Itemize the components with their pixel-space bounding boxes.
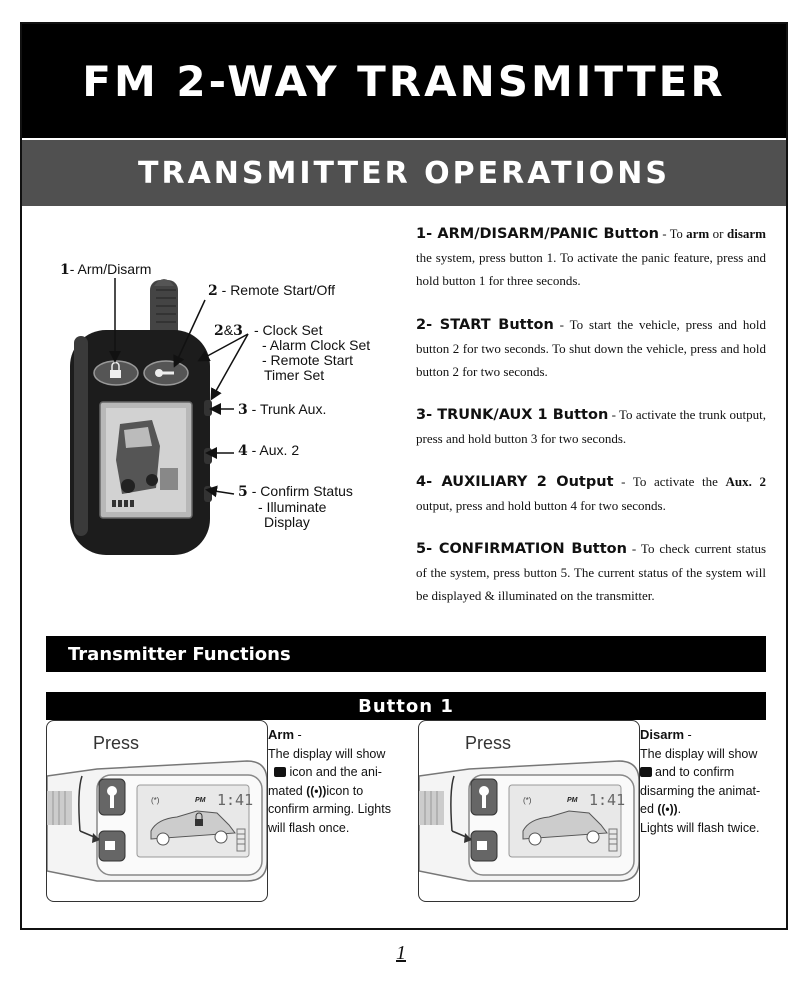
lock-icon bbox=[274, 767, 286, 777]
svg-text:PM: PM bbox=[567, 797, 578, 804]
animated-signal-icon: ((•)) bbox=[657, 802, 678, 816]
desc-button-4: 4- AUXILIARY 2 Output - To activate the Aux. 2 output, press and hold button 4 for two seconds. bbox=[416, 474, 766, 513]
svg-text:1:41: 1:41 bbox=[217, 791, 254, 809]
desc-button-1: 1- ARM/DISARM/PANIC Button - To arm or disarm the system, press button 1. To activate the panic feature, press and hold button 1 for three seconds. bbox=[416, 226, 767, 288]
desc-button-5: 5- CONFIRMATION Button - To check current status of the system, press button 5. The current status of the system will be displayed & illuminated on the transmitter. bbox=[416, 541, 766, 603]
label-button-1: 1- Arm/Disarm bbox=[60, 261, 152, 278]
press-label: Press bbox=[93, 733, 140, 753]
arm-description: Arm - The display will show icon and the ani- mated ((•))icon to confirm arming. Lights will flash once. bbox=[268, 727, 391, 835]
page-number: 1 bbox=[396, 942, 406, 964]
disarm-description: Disarm - The display will show and to confirm disarming the animat- ed ((•)). Lights will flash twice. bbox=[640, 727, 761, 835]
label-button-2: 2 - Remote Start/Off bbox=[208, 282, 335, 299]
page-title: FM 2-WAY TRANSMITTER bbox=[22, 24, 786, 138]
transmitter-functions-heading: Transmitter Functions bbox=[46, 636, 766, 672]
button-1-heading: Button 1 bbox=[46, 692, 766, 720]
svg-text:(*): (*) bbox=[523, 796, 532, 805]
label-buttons-2-3-functions: - Clock Set - Alarm Clock Set - Remote Start Timer Set bbox=[254, 322, 371, 383]
svg-text:1:41: 1:41 bbox=[589, 791, 626, 809]
animated-signal-icon: ((•)) bbox=[306, 783, 327, 798]
label-button-5: 5 - Confirm Status - Illuminate Display bbox=[238, 483, 353, 530]
desc-button-3: 3- TRUNK/AUX 1 Button - To activate the trunk output, press and hold button 3 for two seconds. bbox=[416, 407, 766, 446]
svg-text:(*): (*) bbox=[151, 796, 160, 805]
arm-illustration bbox=[46, 720, 268, 902]
label-button-4: 4 - Aux. 2 bbox=[238, 442, 300, 459]
svg-text:PM: PM bbox=[195, 797, 206, 804]
disarm-illustration bbox=[418, 720, 640, 902]
section-title: TRANSMITTER OPERATIONS bbox=[22, 140, 786, 206]
press-label: Press bbox=[465, 733, 512, 753]
label-button-3: 3 - Trunk Aux. bbox=[238, 401, 327, 418]
unlock-icon bbox=[640, 767, 652, 777]
label-buttons-2-3: 2&3 bbox=[214, 322, 243, 339]
desc-button-2: 2- START Button - To start the vehicle, press and hold button 2 for two seconds. To shut down the vehicle, press and hold button 2 for two seconds. bbox=[416, 317, 766, 379]
